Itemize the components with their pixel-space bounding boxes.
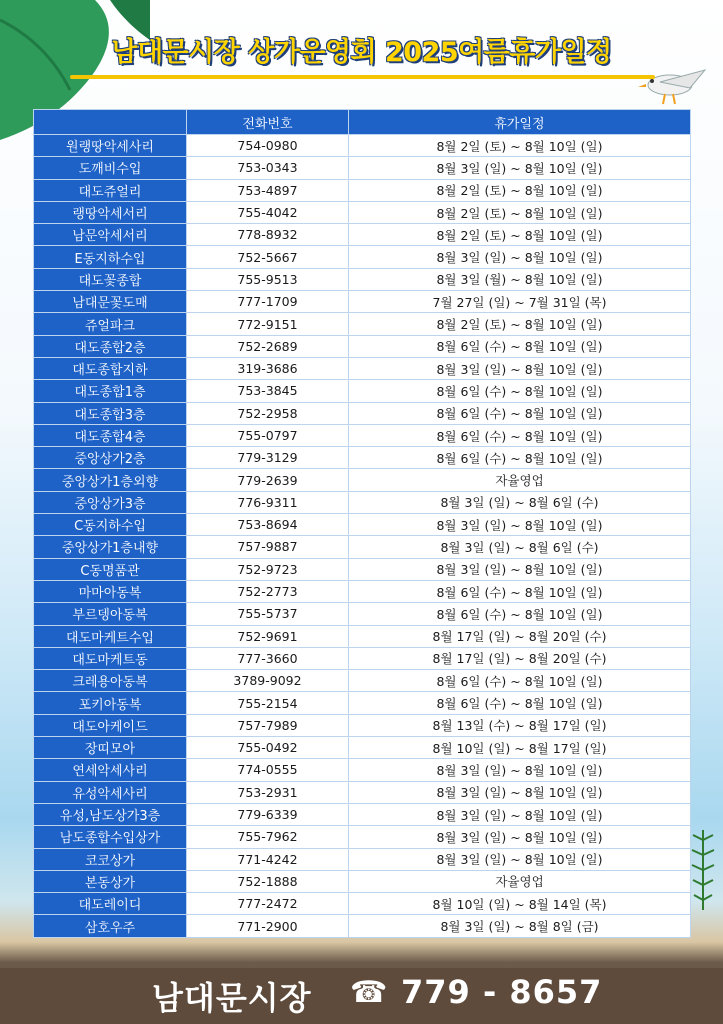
phone-cell: 752-9691 <box>187 625 349 647</box>
table-row <box>34 157 691 179</box>
schedule-cell: 8월 13일 (수) ~ 8월 17일 (일) <box>349 714 691 736</box>
phone-cell: 779-2639 <box>187 469 349 491</box>
phone-cell: 777-2472 <box>187 893 349 915</box>
store-name-cell: 도깨비수입 <box>34 157 187 179</box>
schedule-cell: 8월 17일 (일) ~ 8월 20일 (수) <box>349 647 691 669</box>
table-row <box>34 803 691 825</box>
table-row <box>34 625 691 647</box>
table-row <box>34 380 691 402</box>
telephone-icon: ☎ <box>350 975 388 1010</box>
table-row <box>34 313 691 335</box>
vacation-schedule-table <box>33 109 691 938</box>
table-row <box>34 558 691 580</box>
header-schedule: 휴가일정 <box>349 110 691 135</box>
store-name-cell: 부르뎅아동복 <box>34 603 187 625</box>
schedule-cell: 8월 6일 (수) ~ 8월 10일 (일) <box>349 380 691 402</box>
table-row <box>34 491 691 513</box>
store-name-cell: 포키아동복 <box>34 692 187 714</box>
phone-cell: 774-0555 <box>187 759 349 781</box>
schedule-cell: 8월 6일 (수) ~ 8월 10일 (일) <box>349 692 691 714</box>
schedule-cell: 8월 3일 (일) ~ 8월 10일 (일) <box>349 357 691 379</box>
schedule-cell: 8월 3일 (일) ~ 8월 6일 (수) <box>349 491 691 513</box>
store-name-cell: 중앙상가2층 <box>34 447 187 469</box>
phone-cell: 752-2773 <box>187 580 349 602</box>
phone-cell: 755-4042 <box>187 201 349 223</box>
phone-cell: 772-9151 <box>187 313 349 335</box>
phone-cell: 779-3129 <box>187 447 349 469</box>
schedule-cell: 8월 6일 (수) ~ 8월 10일 (일) <box>349 670 691 692</box>
schedule-cell: 8월 3일 (일) ~ 8월 10일 (일) <box>349 558 691 580</box>
phone-cell: 755-5737 <box>187 603 349 625</box>
table-row <box>34 781 691 803</box>
table-row <box>34 357 691 379</box>
seaweed-icon <box>688 830 718 910</box>
store-name-cell: 대도종합지하 <box>34 357 187 379</box>
title-underline <box>70 75 655 79</box>
phone-cell: 777-1709 <box>187 291 349 313</box>
phone-cell: 752-2958 <box>187 402 349 424</box>
table-row <box>34 447 691 469</box>
store-name-cell: 남도종합수입상가 <box>34 826 187 848</box>
phone-cell: 753-3845 <box>187 380 349 402</box>
header-corner-cell <box>34 110 187 135</box>
table-row <box>34 759 691 781</box>
schedule-cell: 8월 3일 (일) ~ 8월 10일 (일) <box>349 759 691 781</box>
store-name-cell: 대도종합1층 <box>34 380 187 402</box>
schedule-cell: 8월 6일 (수) ~ 8월 10일 (일) <box>349 447 691 469</box>
schedule-cell: 자율영업 <box>349 870 691 892</box>
schedule-cell: 8월 2일 (토) ~ 8월 10일 (일) <box>349 201 691 223</box>
table-row <box>34 714 691 736</box>
phone-cell: 753-2931 <box>187 781 349 803</box>
table-row <box>34 915 691 937</box>
store-name-cell: 대도마케트수입 <box>34 625 187 647</box>
phone-cell: 755-9513 <box>187 268 349 290</box>
store-name-cell: 중앙상가1층내향 <box>34 536 187 558</box>
schedule-cell: 8월 3일 (일) ~ 8월 10일 (일) <box>349 826 691 848</box>
table-row <box>34 580 691 602</box>
store-name-cell: 대도마케트동 <box>34 647 187 669</box>
header-phone: 전화번호 <box>187 110 349 135</box>
schedule-cell: 8월 3일 (일) ~ 8월 10일 (일) <box>349 803 691 825</box>
table-row <box>34 692 691 714</box>
schedule-cell: 8월 3일 (월) ~ 8월 10일 (일) <box>349 268 691 290</box>
table-row <box>34 424 691 446</box>
table-row <box>34 179 691 201</box>
table-row <box>34 135 691 157</box>
phone-cell: 752-9723 <box>187 558 349 580</box>
schedule-cell: 8월 6일 (수) ~ 8월 10일 (일) <box>349 580 691 602</box>
store-name-cell: 남대문꽃도매 <box>34 291 187 313</box>
table-row <box>34 603 691 625</box>
table-row <box>34 268 691 290</box>
store-name-cell: 남문악세서리 <box>34 224 187 246</box>
table-row <box>34 291 691 313</box>
schedule-cell: 8월 6일 (수) ~ 8월 10일 (일) <box>349 402 691 424</box>
schedule-cell: 8월 3일 (일) ~ 8월 10일 (일) <box>349 514 691 536</box>
table-row <box>34 670 691 692</box>
table-row <box>34 826 691 848</box>
phone-cell: 752-2689 <box>187 335 349 357</box>
schedule-cell: 8월 3일 (일) ~ 8월 6일 (수) <box>349 536 691 558</box>
schedule-cell: 8월 10일 (일) ~ 8월 14일 (목) <box>349 893 691 915</box>
store-name-cell: 중앙상가3층 <box>34 491 187 513</box>
store-name-cell: 크레용아동복 <box>34 670 187 692</box>
schedule-cell: 자율영업 <box>349 469 691 491</box>
store-name-cell: 원랭땅악세사리 <box>34 135 187 157</box>
store-name-cell: 마마아동복 <box>34 580 187 602</box>
table-row <box>34 647 691 669</box>
phone-cell: 753-8694 <box>187 514 349 536</box>
schedule-cell: 8월 3일 (일) ~ 8월 10일 (일) <box>349 781 691 803</box>
table-row <box>34 536 691 558</box>
store-name-cell: 중앙상가1층외향 <box>34 469 187 491</box>
store-name-cell: 삼호우주 <box>34 915 187 937</box>
store-name-cell: 연세악세사리 <box>34 759 187 781</box>
schedule-cell: 7월 27일 (일) ~ 7월 31일 (목) <box>349 291 691 313</box>
phone-cell: 754-0980 <box>187 135 349 157</box>
table-row <box>34 402 691 424</box>
store-name-cell: 대도종합2층 <box>34 335 187 357</box>
phone-cell: 779-6339 <box>187 803 349 825</box>
phone-cell: 757-9887 <box>187 536 349 558</box>
store-name-cell: 쥬얼파크 <box>34 313 187 335</box>
schedule-cell: 8월 3일 (일) ~ 8월 10일 (일) <box>349 246 691 268</box>
phone-cell: 771-2900 <box>187 915 349 937</box>
phone-cell: 777-3660 <box>187 647 349 669</box>
table-row <box>34 469 691 491</box>
store-name-cell: E동지하수입 <box>34 246 187 268</box>
schedule-cell: 8월 6일 (수) ~ 8월 10일 (일) <box>349 603 691 625</box>
phone-cell: 776-9311 <box>187 491 349 513</box>
store-name-cell: 대도종합4층 <box>34 424 187 446</box>
phone-cell: 757-7989 <box>187 714 349 736</box>
store-name-cell: 대도종합3층 <box>34 402 187 424</box>
store-name-cell: 대도쥬얼리 <box>34 179 187 201</box>
schedule-cell: 8월 17일 (일) ~ 8월 20일 (수) <box>349 625 691 647</box>
table-row <box>34 848 691 870</box>
phone-cell: 319-3686 <box>187 357 349 379</box>
table-row <box>34 246 691 268</box>
schedule-cell: 8월 3일 (일) ~ 8월 8일 (금) <box>349 915 691 937</box>
phone-cell: 771-4242 <box>187 848 349 870</box>
table-row <box>34 224 691 246</box>
schedule-cell: 8월 2일 (토) ~ 8월 10일 (일) <box>349 179 691 201</box>
page-title: 남대문시장 상가운영회 2025여름휴가일정 <box>111 37 612 68</box>
store-name-cell: 코코상가 <box>34 848 187 870</box>
phone-cell: 755-0492 <box>187 737 349 759</box>
schedule-cell: 8월 6일 (수) ~ 8월 10일 (일) <box>349 335 691 357</box>
table-row <box>34 201 691 223</box>
table-row <box>34 737 691 759</box>
store-name-cell: 랭땅악세서리 <box>34 201 187 223</box>
schedule-cell: 8월 2일 (토) ~ 8월 10일 (일) <box>349 224 691 246</box>
schedule-table-container <box>33 109 690 938</box>
phone-cell: 755-2154 <box>187 692 349 714</box>
store-name-cell: 대도아케이드 <box>34 714 187 736</box>
store-name-cell: 장띠모아 <box>34 737 187 759</box>
table-row <box>34 870 691 892</box>
schedule-cell: 8월 2일 (토) ~ 8월 10일 (일) <box>349 313 691 335</box>
schedule-cell: 8월 3일 (일) ~ 8월 10일 (일) <box>349 848 691 870</box>
phone-cell: 753-4897 <box>187 179 349 201</box>
phone-cell: 753-0343 <box>187 157 349 179</box>
schedule-cell: 8월 2일 (토) ~ 8월 10일 (일) <box>349 135 691 157</box>
store-name-cell: 대도레이디 <box>34 893 187 915</box>
schedule-cell: 8월 10일 (일) ~ 8월 17일 (일) <box>349 737 691 759</box>
table-row <box>34 893 691 915</box>
phone-cell: 778-8932 <box>187 224 349 246</box>
phone-cell: 755-7962 <box>187 826 349 848</box>
footer-market-name: 남대문시장 <box>152 979 312 1017</box>
table-body <box>34 135 691 938</box>
table-row <box>34 514 691 536</box>
phone-cell: 3789-9092 <box>187 670 349 692</box>
schedule-cell: 8월 3일 (일) ~ 8월 10일 (일) <box>349 157 691 179</box>
store-name-cell: C동지하수입 <box>34 514 187 536</box>
table-row <box>34 335 691 357</box>
phone-cell: 752-1888 <box>187 870 349 892</box>
footer-phone-number: 779 - 8657 <box>401 973 603 1011</box>
store-name-cell: 대도꽃종합 <box>34 268 187 290</box>
phone-cell: 755-0797 <box>187 424 349 446</box>
store-name-cell: 유성악세사리 <box>34 781 187 803</box>
store-name-cell: 본동상가 <box>34 870 187 892</box>
table-header-row <box>34 110 691 135</box>
store-name-cell: C동명품관 <box>34 558 187 580</box>
schedule-cell: 8월 6일 (수) ~ 8월 10일 (일) <box>349 424 691 446</box>
store-name-cell: 유성,남도상가3층 <box>34 803 187 825</box>
phone-cell: 752-5667 <box>187 246 349 268</box>
